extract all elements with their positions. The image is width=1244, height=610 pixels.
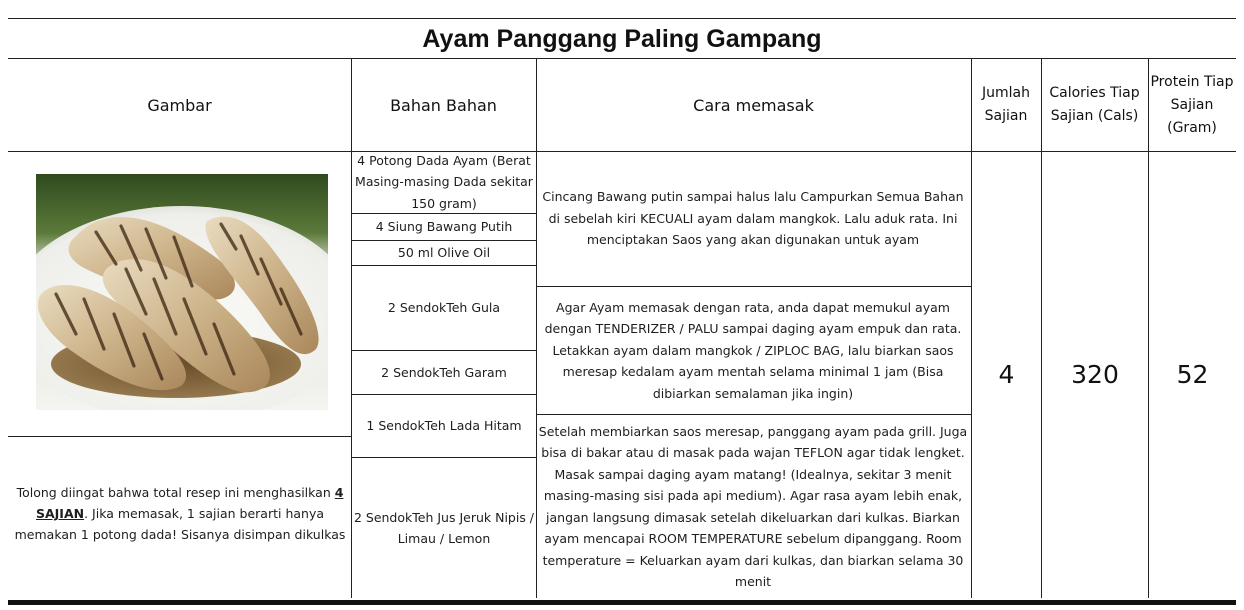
cooking-step: Agar Ayam memasak dengan rata, anda dapat memukul ayam dengan TENDERIZER / PALU sampai daging ayam empuk dan rata. Letakkan ayam dalam mangkok / ZIPLOC BAG, lalu biarkan saos meresap kedalam ayam mentah selama minimal 1 jam (Bisa dibiarkan semalaman jika ingin) bbox=[544, 299, 962, 401]
table-bottom-border bbox=[8, 600, 1236, 605]
header-bahan: Bahan Bahan bbox=[351, 58, 536, 152]
protein-value: 52 bbox=[1176, 359, 1209, 389]
recipe-table bbox=[8, 18, 1236, 598]
header-calories: Calories Tiap Sajian (Cals) bbox=[1041, 58, 1148, 152]
grilled-chicken-image bbox=[36, 174, 328, 410]
header-cara: Cara memasak bbox=[536, 58, 971, 152]
note-text-after: . Jika memasak, 1 sajian berarti hanya memakan 1 potong dada! Sisanya disimpan dikulkas bbox=[14, 506, 346, 542]
header-jumlah: Jumlah Sajian bbox=[971, 58, 1041, 152]
column-divider bbox=[536, 58, 537, 598]
ingredient-item: 4 Potong Dada Ayam (Berat Masing-masing Dada sekitar 150 gram) bbox=[355, 152, 533, 211]
ingredient-item: 2 SendokTeh Garam bbox=[381, 364, 507, 380]
note-text-before: Tolong diingat bahwa total resep ini menghasilkan bbox=[16, 485, 335, 500]
ingredient-item: 4 Siung Bawang Putih bbox=[375, 219, 513, 235]
row-divider bbox=[8, 436, 351, 437]
calories-value: 320 bbox=[1071, 359, 1119, 389]
recipe-title: Ayam Panggang Paling Gampang bbox=[8, 18, 1236, 59]
ingredient-item: 2 SendokTeh Jus Jeruk Nipis / Limau / Lemon bbox=[353, 509, 535, 546]
ingredient-item: 50 ml Olive Oil bbox=[397, 245, 491, 261]
jumlah-sajian-value: 4 bbox=[998, 359, 1015, 389]
serving-note bbox=[10, 482, 350, 545]
cooking-step: Cincang Bawang putin sampai halus lalu Campurkan Semua Bahan di sebelah kiri KECUALI ayam dalam mangkok. Lalu aduk rata. Ini menciptakan Saos yang akan digunakan untuk ayam bbox=[542, 189, 964, 248]
header-protein: Protein Tiap Sajian (Gram) bbox=[1148, 58, 1236, 152]
header-gambar: Gambar bbox=[8, 58, 351, 152]
note-highlight: 4 SAJIAN bbox=[35, 485, 344, 521]
ingredient-item: 1 SendokTeh Lada Hitam bbox=[366, 418, 522, 434]
ingredient-item: 2 SendokTeh Gula bbox=[387, 300, 501, 316]
cooking-step: Setelah membiarkan saos meresap, panggang ayam pada grill. Juga bisa di bakar atau di masak pada wajan TEFLON agar tidak lengket. Masak sampai daging ayam matang! (Idealnya, sekitar 3 menit masing-masing sisi pada api medium). Agar rasa ayam lebih enak, jangan langsung dimasak setelah dikeluarkan dari kulkas. Biarkan ayam mencapai ROOM TEMPERATURE sebelum dipanggang. Room temperature = Keluarkan ayam dari kulkas, dan biarkan selama 30 menit bbox=[538, 423, 968, 589]
